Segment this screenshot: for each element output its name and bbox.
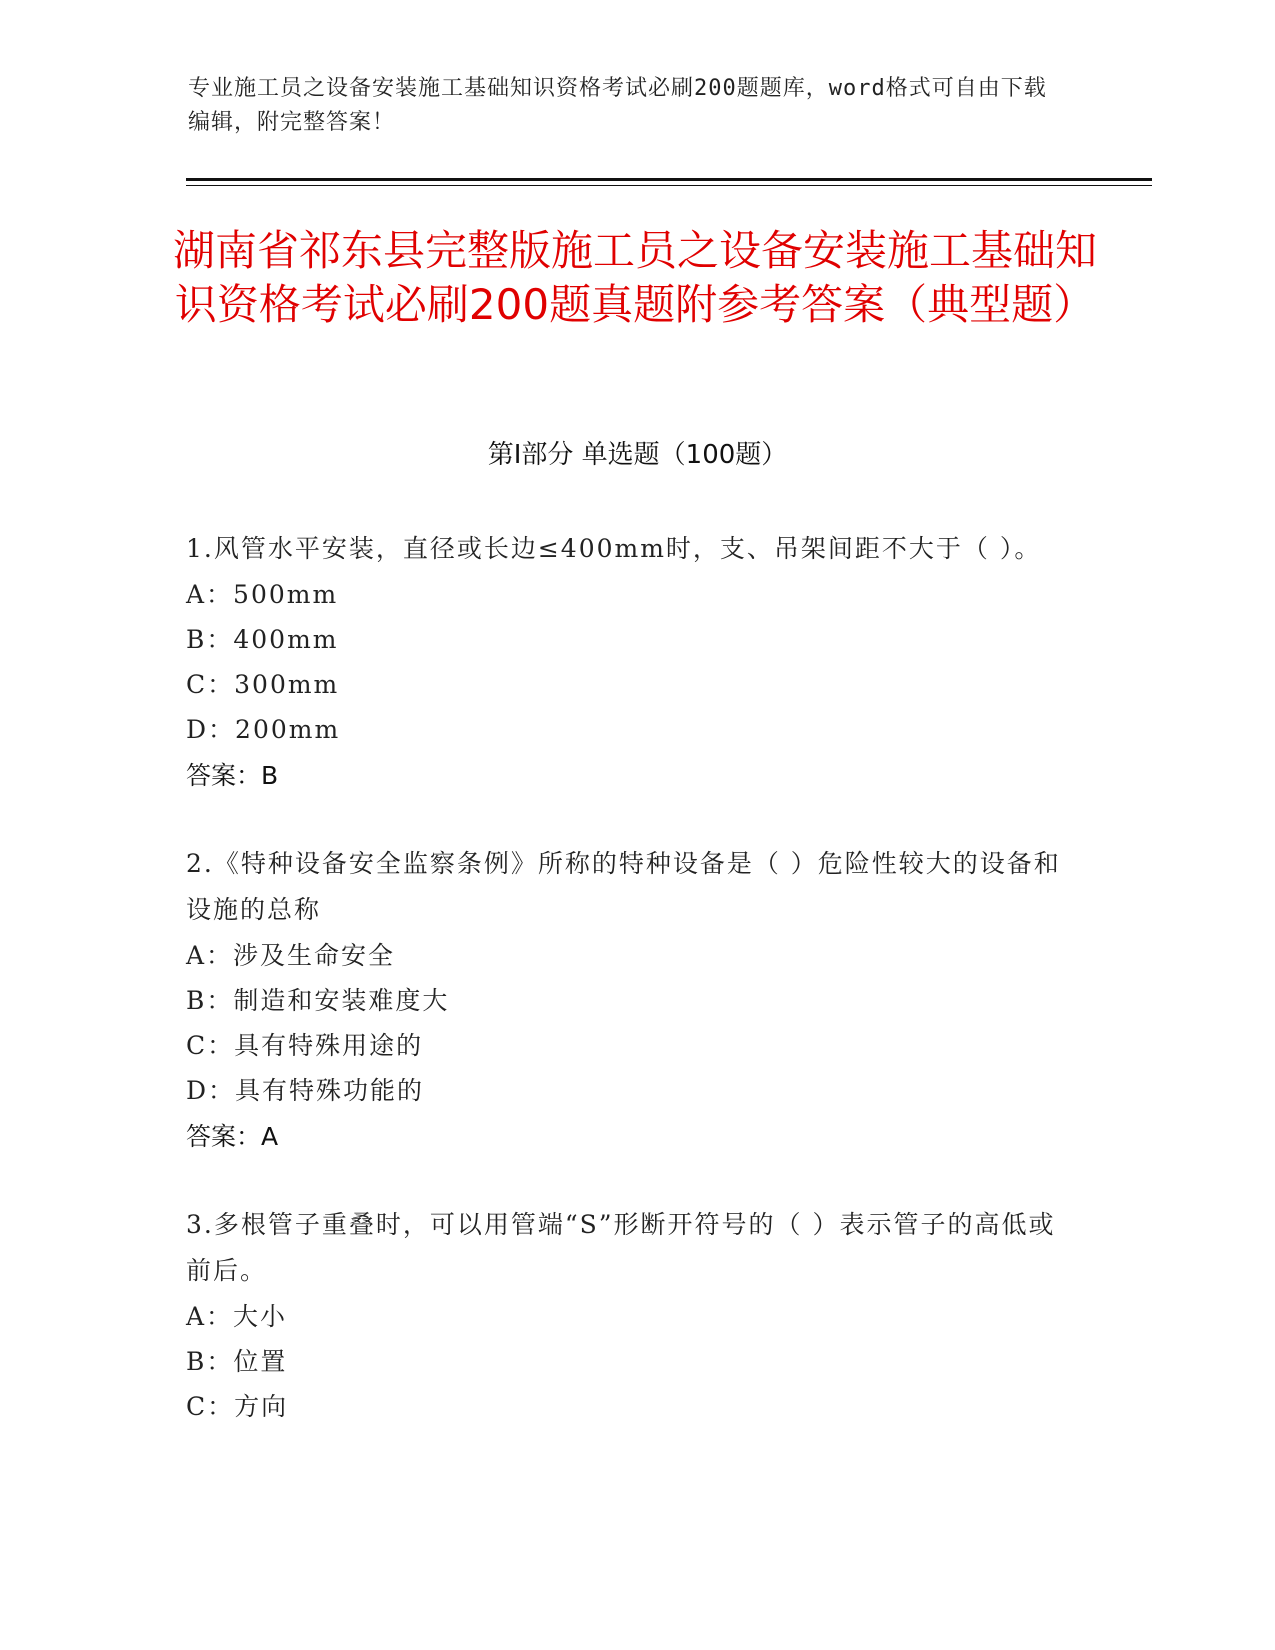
option-d: D：200mm [186, 715, 341, 744]
option-c: C：具有特殊用途的 [186, 1031, 424, 1060]
question-stem: 3.多根管子重叠时，可以用管端“S”形断开符号的（ ）表示管子的高低或前后。 [186, 1210, 1056, 1285]
section-title: 第Ⅰ部分 单选题（100题） [487, 440, 788, 470]
document-title: 湖南省祁东县完整版施工员之设备安装施工基础知识资格考试必刷200题真题附参考答案（典型题） [172, 226, 1097, 329]
answer-label: 答案：A [186, 1122, 279, 1151]
option-b: B：位置 [186, 1347, 288, 1376]
option-a: A：500mm [186, 580, 339, 609]
option-c: C：方向 [186, 1392, 289, 1421]
question-list [186, 526, 1066, 1471]
question-stem: 2.《特种设备安全监察条例》所称的特种设备是（ ）危险性较大的设备和设施的总称 [186, 849, 1061, 924]
option-c: C：300mm [186, 670, 340, 699]
question-1 [186, 526, 1066, 799]
option-d: D：具有特殊功能的 [186, 1076, 425, 1105]
header-note: 专业施工员之设备安装施工基础知识资格考试必刷200题题库，word格式可自由下载编辑，附完整答案！ [188, 76, 1047, 135]
question-stem: 1.风管水平安装，直径或长边≤400mm时，支、吊架间距不大于（ ）。 [186, 534, 1042, 563]
answer-label: 答案：B [186, 761, 279, 790]
option-a: A：大小 [186, 1302, 288, 1331]
question-2 [186, 841, 1066, 1160]
option-a: A：涉及生命安全 [186, 941, 396, 970]
header-divider-thin [186, 185, 1152, 186]
option-b: B：400mm [186, 625, 339, 654]
option-b: B：制造和安装难度大 [186, 986, 450, 1015]
question-3 [186, 1202, 1066, 1429]
header-divider-thick [186, 178, 1152, 181]
